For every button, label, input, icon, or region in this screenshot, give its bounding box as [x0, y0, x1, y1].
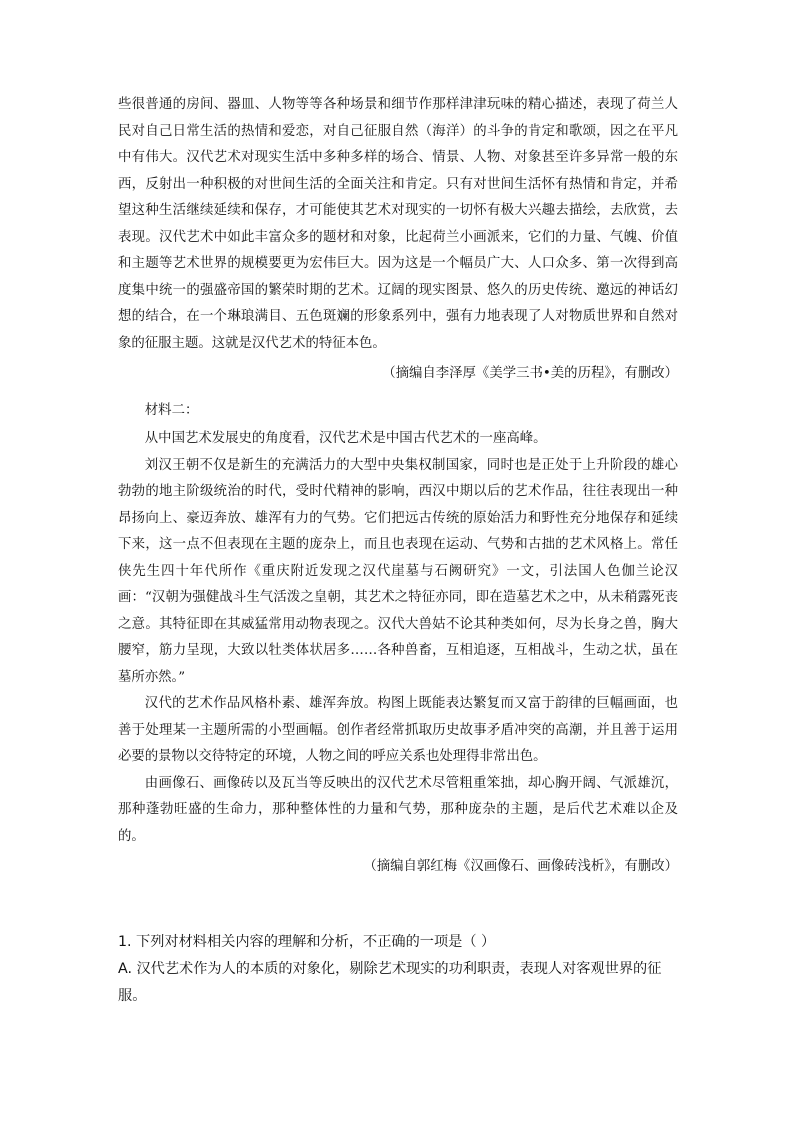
- article-body: [118, 92, 678, 891]
- material2-paragraph-4: 由画像石、画像砖以及瓦当等反映出的汉代艺术尽管粗重笨拙，却心胸开阔、气派雄沉，那种蓬勃旺盛的生命力，那种整体性的力量和气势，那种庞杂的主题，是后代艺术难以企及的。: [118, 775, 678, 844]
- material1-paragraph: 些很普通的房间、器皿、人物等等各种场景和细节作那样津津玩味的精心描述，表现了荷兰人民对自己日常生活的热情和爱恋，对自己征服自然（海洋）的斗争的肯定和歌颂，因之在平凡中有伟大。汉代艺术对现实生活中多种多样的场合、情景、人物、对象甚至许多异常一般的东西，反射出一种积极的对世间生活的全面关注和肯定。只有对世间生活怀有热情和肯定，并希望这种生活继续延续和保存，才可能使其艺术对现实的一切怀有极大兴趣去描绘，去欣赏，去表现。汉代艺术中如此丰富众多的题材和对象，比起荷兰小画派来，它们的力量、气魄、价值和主题等艺术世界的规模要更为宏伟巨大。因为这是一个幅员广大、人口众多、第一次得到高度集中统一的强盛帝国的繁荣时期的艺术。辽阔的现实图景、悠久的历史传统、邀远的神话幻想的结合，在一个琳琅满目、五色斑斓的形象系列中，强有力地表现了人对物质世界和自然对象的征服主题。这就是汉代艺术的特征本色。: [118, 97, 678, 351]
- material2-paragraph-1: 从中国艺术发展史的角度看，汉代艺术是中国古代艺术的一座高峰。: [144, 431, 547, 446]
- material2-paragraph-3: 汉代的艺术作品风格朴素、雄浑奔放。构图上既能表达繁复而又富于韵律的巨幅画面，也善于处理某一主题所需的小型画幅。创作者经常抓取历史故事矛盾冲突的高潮，并且善于运用必要的景物以交待特定的环境，人物之间的呼应关系也处理得非常出色。: [118, 696, 678, 764]
- material2-label: 材料二：: [144, 402, 199, 418]
- material2-source: （摘编自郭红梅《汉画像石、画像砖浅析》，有删改）: [363, 859, 678, 874]
- material2-paragraph-2: 刘汉王朝不仅是新生的充满活力的大型中央集权制国家，同时也是正处于上升阶段的雄心勃勃的地主阶级统治的时代，受时代精神的影响，西汉中期以后的艺术作品，往往表现出一种昂扬向上、豪迈奔放、雄浑有力的气势。它们把远古传统的原始活力和野性充分地保存和延续下来，这一点不但表现在主题的庞杂上，而且也表现在运动、气势和古拙的艺术风格上。常任侠先生四十年代所作《重庆附近发现之汉代崖墓与石阙研究》一文，引法国人色伽兰论汉画：“汉朝为强健战斗生气活泼之皇朝，其艺术之特征亦同，即在造墓艺术之中，从未稍露死丧之意。其特征即在其威猛常用动物表现之。汉代大兽姑不论其种类如何，尽为长身之兽，胸大腰窄，筋力呈现，大致以牡类体状居多……各种兽畜，互相追逐，互相战斗，生动之状，虽在墓所亦然。”: [118, 457, 678, 685]
- question-stem: 1. 下列对材料相关内容的理解和分析，不正确的一项是（ ）: [118, 934, 496, 950]
- question-block: [118, 929, 678, 1010]
- material1-source: （摘编自李泽厚《美学三书•美的历程》，有删改）: [382, 366, 678, 381]
- option-a: A. 汉代艺术作为人的本质的对象化，剔除艺术现实的功利职责，表现人对客观世界的征服。: [118, 961, 662, 1004]
